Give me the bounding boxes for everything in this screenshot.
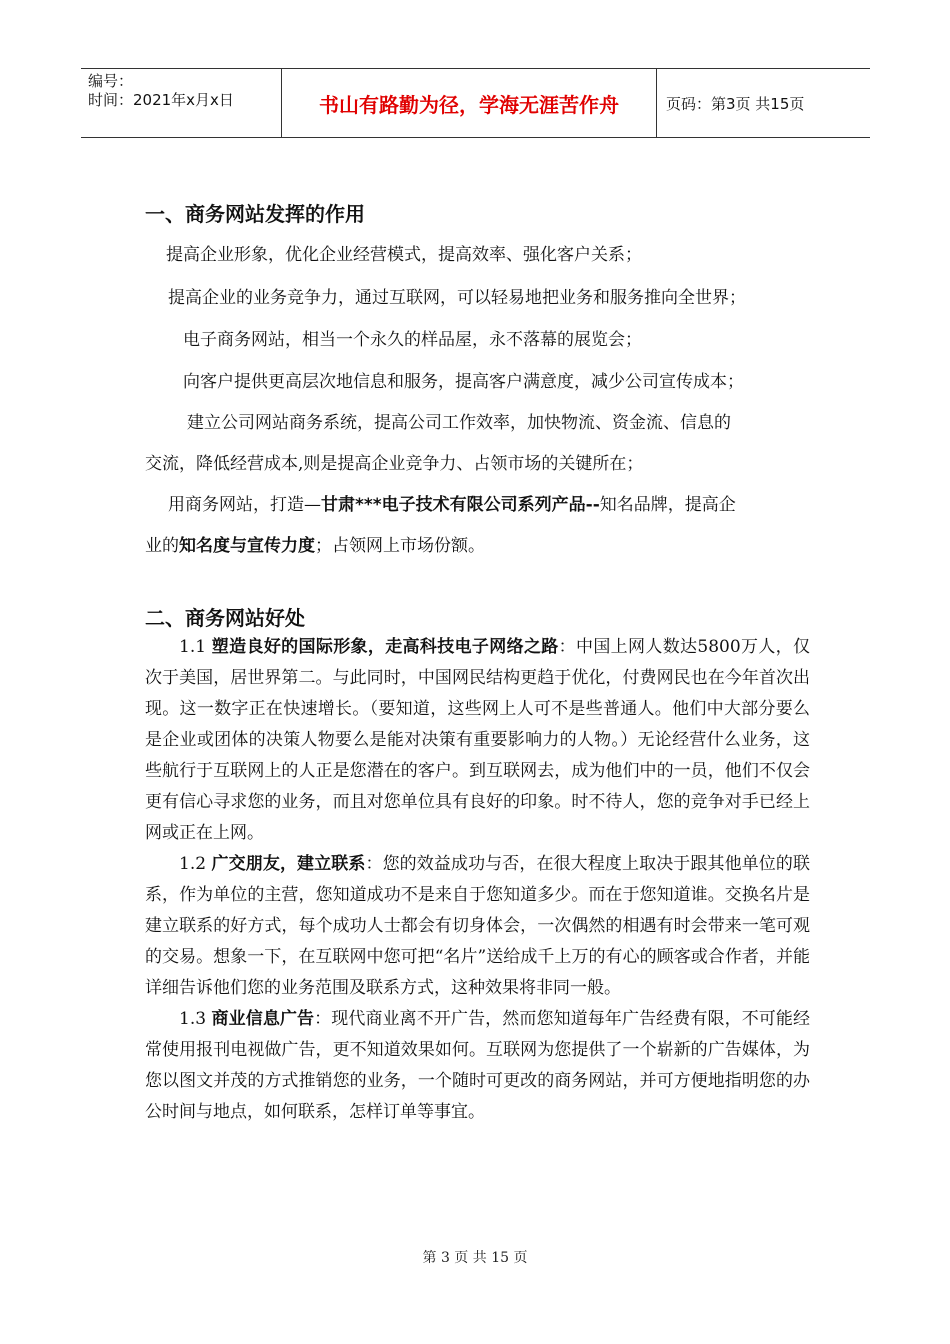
s2-item-1-num: 1.1 — [179, 637, 212, 657]
s1-paragraph-3: 电子商务网站，相当一个永久的样品屋，永不落幕的展览会； — [183, 330, 642, 350]
header-page-label: 页码：第3页 共15页 — [666, 94, 805, 113]
document-body — [145, 200, 810, 1128]
page-header — [81, 68, 870, 138]
s1-p7-bold: 知名度与宣传力度 — [179, 536, 315, 556]
s1-p6-post: 知名品牌，提高企 — [599, 495, 736, 515]
page-footer: 第 3 页 共 15 页 — [422, 1250, 528, 1266]
header-meta — [81, 69, 282, 137]
s2-item-2-num: 1.2 — [179, 854, 212, 874]
time-label: 时间：2021年x月x日 — [88, 91, 234, 109]
s1-paragraph-1: 提高企业形象，优化企业经营模式，提高效率、强化客户关系； — [166, 245, 642, 265]
s2-item-2 — [145, 849, 810, 1004]
s1-paragraph-7 — [145, 531, 810, 562]
company-name: 甘肃***电子技术有限公司系列产品-- — [321, 495, 600, 515]
s1-paragraph-4: 向客户提供更高层次地信息和服务，提高客户满意度，减少公司宣传成本； — [183, 372, 744, 392]
s2-item-1-heading: 塑造良好的国际形象，走高科技电子网络之路 — [211, 637, 559, 657]
s1-paragraph-6 — [145, 490, 810, 521]
s2-item-2-heading: 广交朋友，建立联系 — [211, 854, 366, 874]
s1-paragraph-5a: 建立公司网站商务系统，提高公司工作效率，加快物流、资金流、信息的 — [187, 413, 731, 433]
s1-p6-pre: 用商务网站，打造— — [168, 495, 321, 515]
s1-paragraph-2: 提高企业的业务竞争力，通过互联网，可以轻易地把业务和服务推向全世界； — [168, 288, 746, 308]
s2-item-1 — [145, 632, 810, 849]
number-label: 编号： — [88, 72, 134, 90]
section-2-title: 二、商务网站好处 — [145, 606, 305, 630]
s1-p7-pre: 业的 — [145, 536, 179, 556]
s1-p7-post: ；占领网上市场份额。 — [315, 536, 485, 556]
header-motto: 书山有路勤为径，学海无涯苦作舟 — [282, 69, 657, 137]
s2-item-3-num: 1.3 — [179, 1009, 212, 1029]
s2-item-2-text: ：您的效益成功与否，在很大程度上取决于跟其他单位的联系，作为单位的主营，您知道成功不是来自于您知道多少。而在于您知道谁。交换名片是建立联系的好方式，每个成功人士都会有切身体会，一次偶然的相遇有时会带来一笔可观的交易。想象一下，在互联网中您可把“名片”送给成千上万的有心的顾客或合作者，并能详细告诉他们您的业务范围及联系方式，这种效果将非同一般。 — [145, 854, 811, 998]
s2-item-3 — [145, 1004, 810, 1128]
s2-item-3-heading: 商业信息广告 — [211, 1009, 315, 1029]
section-1-title: 一、商务网站发挥的作用 — [145, 202, 365, 226]
s2-item-3-text: ：现代商业离不开广告，然而您知道每年广告经费有限，不可能经常使用报刊电视做广告，更不知道效果如何。互联网为您提供了一个崭新的广告媒体，为您以图文并茂的方式推销您的业务，一个随时可更改的商务网站，并可方便地指明您的办公时间与地点，如何联系，怎样订单等事宜。 — [145, 1009, 810, 1122]
s2-item-1-text: ：中国上网人数达5800万人，仅次于美国，居世界第二。与此同时，中国网民结构更趋于优化，付费网民也在今年首次出现。这一数字正在快速增长。（要知道，这些网上人可不是些普通人。他们中大部分要么是企业或团体的决策人物要么是能对决策有重要影响力的人物。）无论经营什么业务，这些航行于互联网上的人正是您潜在的客户。到互联网去，成为他们中的一员，他们不仅会更有信心寻求您的业务，而且对您单位具有良好的印象。时不待人，您的竞争对手已经上网或正在上网。 — [145, 637, 811, 843]
s1-paragraph-5b: 交流，降低经营成本,则是提高企业竞争力、占领市场的关键所在； — [145, 454, 644, 474]
